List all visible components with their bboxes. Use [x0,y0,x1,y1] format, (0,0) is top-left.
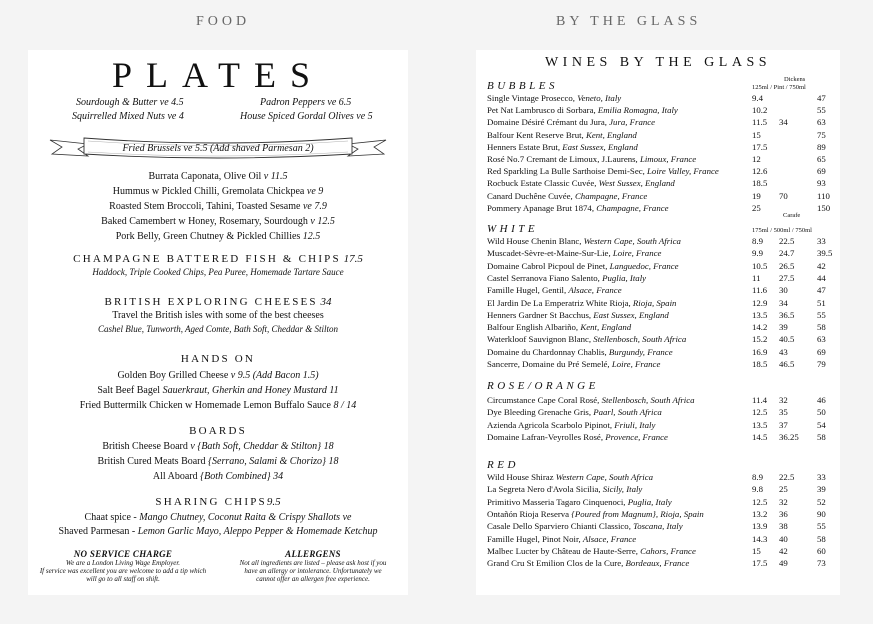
price-mid: 38 [779,521,788,532]
allergens-note: ALLERGENS Not all ingredients are listed – please ask host if you have an allergy or intolerance. Unfortunately we cannot offer an allergen free experience. [239,549,387,583]
price-mid: 40 [779,533,788,544]
sharing-chips-title: SHARING CHIPS9.5 [155,496,281,508]
cheese-desc: Cashel Blue, Tunworth, Aged Comte, Bath Soft, Cheddar & Stilton [97,324,339,334]
price-mid: 32 [779,496,788,507]
wine-name: Malbec Lucter by Château de Haute-Serre, Cahors, France [487,545,696,556]
price-bottle: 44 [817,272,826,283]
price-bottle: 46 [817,395,826,405]
price-glass: 17.5 [752,141,768,152]
wine-row [487,432,840,444]
price-glass: 18.5 [752,359,768,369]
wine-name: Domaine Cabrol Picpoul de Pinet, Languedoc, France [487,260,679,271]
price-bottle: 69 [817,166,826,177]
wine-name: Circumstance Cape Coral Rosé, Stellenbosch, South Africa [487,395,695,405]
wine-row [487,347,840,359]
price-mid: 46.5 [779,359,795,369]
price-glass: 10.2 [752,105,768,116]
plates-title: PLATES [111,55,325,95]
price-glass: 14.2 [752,322,768,333]
wine-name: Balfour English Albariño, Kent, England [487,322,632,333]
wine-row [487,546,840,558]
price-glass: 13.9 [752,521,768,532]
price-bottle: 150 [817,202,831,213]
price-mid: 26.5 [779,260,795,271]
wine-row [487,310,840,322]
wine-row [487,166,840,178]
price-bottle: 42 [817,260,826,271]
hands-item: Salt Beef Bagel Sauerkraut, Gherkin and Honey Mustard 11 [97,385,339,396]
plate-item: Roasted Stem Broccoli, Tahini, Toasted Sesame ve 7.9 [109,201,327,212]
price-bottle: 55 [817,309,826,320]
plate-item: Burrata Caponata, Olive Oil v 11.5 [148,171,288,182]
red-heading: RED [487,459,519,471]
plate-item: Hummus w Pickled Chilli, Gremolata Chickpea ve 9 [112,186,324,197]
hands-item: Fried Buttermilk Chicken w Homemade Lemon Buffalo Sauce 8 / 14 [79,400,357,411]
chips-item: Chaat spice - Mango Chutney, Coconut Raita & Crispy Shallots ve [84,512,352,523]
wine-name: Azienda Agricola Scarbolo Pipinot, Friuli, Italy [487,419,656,430]
price-bottle: 55 [817,521,826,532]
wine-name: Domaine du Chardonnay Chablis, Burgundy, France [487,346,673,357]
wine-row [487,298,840,310]
wine-row [487,285,840,297]
price-mid: 43 [779,346,788,357]
hands-item: Golden Boy Grilled Cheese v 9.5 (Add Bacon 1.5) [117,370,319,381]
wine-name: Henners Estate Brut, East Sussex, England [487,141,638,152]
price-glass: 9.9 [752,248,763,259]
price-bottle: 65 [817,154,826,164]
price-bottle: 51 [817,297,826,308]
price-bottle: 33 [817,236,826,246]
price-mid: 36 [779,508,788,519]
food-header: FOOD [196,14,251,29]
chips-item: Shaved Parmesan - Lemon Garlic Mayo, Aleppo Pepper & Homemade Ketchup [58,526,378,537]
bubbles-col-header: 125ml / Pint / 750ml [752,84,806,91]
wine-name: Canard Duchêne Cuvée, Champagne, France [487,190,648,201]
plate-item: Pork Belly, Green Chutney & Pickled Chillies 12.5 [115,231,321,242]
wine-row [487,142,840,154]
wine-name: Casale Dello Sparviero Chianti Classico, Toscana, Italy [487,521,683,532]
wine-name: Domaine Désiré Crémant du Jura, Jura, France [487,117,656,128]
price-bottle: 89 [817,141,826,152]
price-mid: 22.5 [779,236,795,246]
white-col-header: 175ml / 500ml / 750ml [752,227,812,234]
price-mid: 34 [779,297,788,308]
price-glass: 14.5 [752,431,768,442]
price-bottle: 52 [817,496,826,507]
price-mid: 36.25 [779,431,799,442]
bubbles-col-top: Dickens [784,76,806,83]
wine-name: Famille Hugel, Gentil, Alsace, France [487,285,622,296]
wine-name: Waterkloof Sauvignon Blanc, Stellenbosch, South Africa [487,334,687,345]
price-glass: 14.3 [752,533,768,544]
wine-row [487,178,840,190]
wine-row [487,334,840,346]
price-mid: 32 [779,395,788,405]
price-bottle: 33 [817,472,826,482]
price-bottle: 54 [817,419,826,430]
intro-item: House Spiced Gordal Olives ve 5 [240,111,373,122]
price-bottle: 47 [817,285,826,296]
fish-desc: Haddock, Triple Cooked Chips, Pea Puree, Homemade Tartare Sauce [92,267,344,277]
hands-on-title: HANDS ON [180,353,256,365]
price-glass: 16.9 [752,346,768,357]
price-glass: 10.5 [752,260,768,271]
wine-row [487,191,840,203]
wine-row [487,472,840,484]
wine-row [487,484,840,496]
white-col-top: Carafe [783,212,801,219]
price-bottle: 90 [817,508,826,519]
wine-row [487,117,840,129]
intro-item: Sourdough & Butter ve 4.5 [76,97,184,108]
wine-name: El Jardin De La Emperatriz White Rioja, Rioja, Spain [487,297,677,308]
price-glass: 12.6 [752,166,768,177]
intro-item: Squirrelled Mixed Nuts ve 4 [72,111,184,122]
wine-row [487,420,840,432]
wine-row [487,534,840,546]
wine-row [487,105,840,117]
price-bottle: 110 [817,190,830,201]
wine-name: Dye Bleeding Grenache Gris, Paarl, South Africa [487,407,662,418]
price-glass: 15 [752,129,761,140]
price-glass: 12.9 [752,297,768,308]
price-bottle: 69 [817,346,826,357]
fish-title: CHAMPAGNE BATTERED FISH & CHIPS 17.5 [73,253,363,265]
price-bottle: 63 [817,117,826,128]
price-glass: 13.2 [752,508,768,519]
price-bottle: 58 [817,533,826,544]
price-glass: 15.2 [752,334,768,345]
wine-row [487,154,840,166]
price-glass: 12 [752,154,761,164]
food-menu-page [28,50,408,595]
price-bottle: 60 [817,545,826,556]
board-item: British Cheese Board v {Bath Soft, Cheddar & Stilton} 18 [102,441,334,452]
price-mid: 25 [779,484,788,495]
wine-name: Wild House Shiraz Western Cape, South Africa [487,472,654,482]
price-mid: 34 [779,117,788,128]
price-bottle: 63 [817,334,826,345]
wine-row [487,236,840,248]
bubbles-heading: BUBBLES [487,80,558,92]
wine-name: Castel Serranova Fiano Salento, Puglia, Italy [487,272,647,283]
wine-name: Grand Cru St Emilion Clos de la Cure, Bordeaux, France [487,558,690,569]
price-mid: 70 [779,190,788,201]
price-bottle: 58 [817,322,826,333]
wines-title: WINES BY THE GLASS [544,55,772,70]
wine-name: Muscadet-Sèvre-et-Maine-Sur-Lie, Loire, France [487,248,662,259]
wine-name: Balfour Kent Reserve Brut, Kent, England [487,129,637,140]
price-glass: 18.5 [752,178,768,189]
price-glass: 13.5 [752,309,768,320]
intro-item: Padron Peppers ve 6.5 [260,97,352,108]
board-item: British Cured Meats Board {Serrano, Salami & Chorizo} 18 [97,456,339,467]
wine-row [487,93,840,105]
wine-name: Primitivo Masseria Tagaro Cinquenoci, Puglia, Italy [487,496,672,507]
by-the-glass-header: BY THE GLASS [556,14,702,29]
wine-name: Pommery Apanage Brut 1874, Champagne, France [487,202,669,213]
price-mid: 42 [779,545,788,556]
price-bottle: 75 [817,129,826,140]
price-glass: 15 [752,545,761,556]
wine-menu-page [476,50,840,595]
banner-text: Fried Brussels ve 5.5 (Add shaved Parmesan 2) [122,143,314,154]
price-mid: 24.7 [779,248,795,259]
price-mid: 37 [779,419,788,430]
wine-row [487,359,840,371]
price-glass: 25 [752,202,761,213]
price-mid: 40.5 [779,334,795,345]
wine-row [487,322,840,334]
wine-row [487,509,840,521]
price-bottle: 79 [817,359,826,369]
wine-name: Famille Hugel, Pinot Noir, Alsace, France [487,533,637,544]
wine-name: Pet Nat Lambrusco di Sorbara, Emilia Romagna, Italy [487,105,678,116]
wine-name: Sancerre, Domaine du Pré Semelé, Loire, France [487,359,661,369]
wine-row [487,407,840,419]
price-glass: 11.6 [752,285,768,296]
price-bottle: 39 [817,484,826,495]
wine-row [487,261,840,273]
wine-row [487,395,840,407]
price-mid: 27.5 [779,272,795,283]
price-bottle: 58 [817,431,826,442]
wine-name: Henners Gardner St Bacchus, East Sussex, England [487,309,669,320]
wine-row [487,248,840,260]
wine-name: Red Sparkling La Bulle Sarthoise Demi-Sec, Loire Valley, France [487,166,719,177]
price-glass: 19 [752,190,761,201]
price-bottle: 47 [817,93,826,103]
price-glass: 8.9 [752,236,763,246]
boards-title: BOARDS [189,425,247,437]
white-heading: WHITE [487,223,539,235]
price-glass: 11 [752,272,761,283]
price-glass: 11.5 [752,117,768,128]
price-mid: 36.5 [779,309,795,320]
cheese-line: Travel the British isles with some of the best cheeses [112,310,324,321]
wine-name: Domaine Lafran-Veyrolles Rosé, Provence, France [487,431,668,442]
price-glass: 9.8 [752,484,763,495]
price-glass: 12.5 [752,407,768,418]
price-mid: 22.5 [779,472,795,482]
price-bottle: 73 [817,558,826,569]
price-bottle: 50 [817,407,826,418]
wine-name: Ontañón Rioja Reserva {Poured from Magnum}, Rioja, Spain [487,508,704,519]
wine-name: Single Vintage Prosecco, Veneto, Italy [487,93,622,103]
price-glass: 17.5 [752,558,768,569]
wine-row [487,130,840,142]
price-mid: 39 [779,322,788,333]
price-mid: 49 [779,558,788,569]
wine-name: Wild House Chenin Blanc, Western Cape, South Africa [487,236,681,246]
rose-heading: ROSE/ORANGE [487,380,599,392]
wine-row [487,273,840,285]
price-glass: 9.4 [752,93,763,103]
price-bottle: 39.5 [817,248,833,259]
price-bottle: 93 [817,178,826,189]
wine-row [487,497,840,509]
price-bottle: 55 [817,105,826,116]
service-charge-note: NO SERVICE CHARGE We are a London Living Wage Employer. If service was excellent you are welcome to add a tip which will go to all staff on shift. [39,549,207,583]
price-mid: 35 [779,407,788,418]
wine-name: La Segreta Nero d'Avola Sicilia, Sicily, Italy [487,484,643,495]
board-item: All Aboard {Both Combined} 34 [152,471,284,482]
wine-name: Rosé No.7 Cremant de Limoux, J.Laurens, Limoux, France [487,154,697,164]
price-mid: 30 [779,285,788,296]
wine-row [487,521,840,533]
plate-item: Baked Camembert w Honey, Rosemary, Sourdough v 12.5 [101,216,335,227]
price-glass: 13.5 [752,419,768,430]
wine-name: Rocbuck Estate Classic Cuvée, West Sussex, England [487,178,675,189]
price-glass: 12.5 [752,496,768,507]
price-glass: 8.9 [752,472,763,482]
wine-row [487,558,840,570]
price-glass: 11.4 [752,395,768,405]
cheese-title: BRITISH EXPLORING CHEESES 34 [104,296,332,308]
